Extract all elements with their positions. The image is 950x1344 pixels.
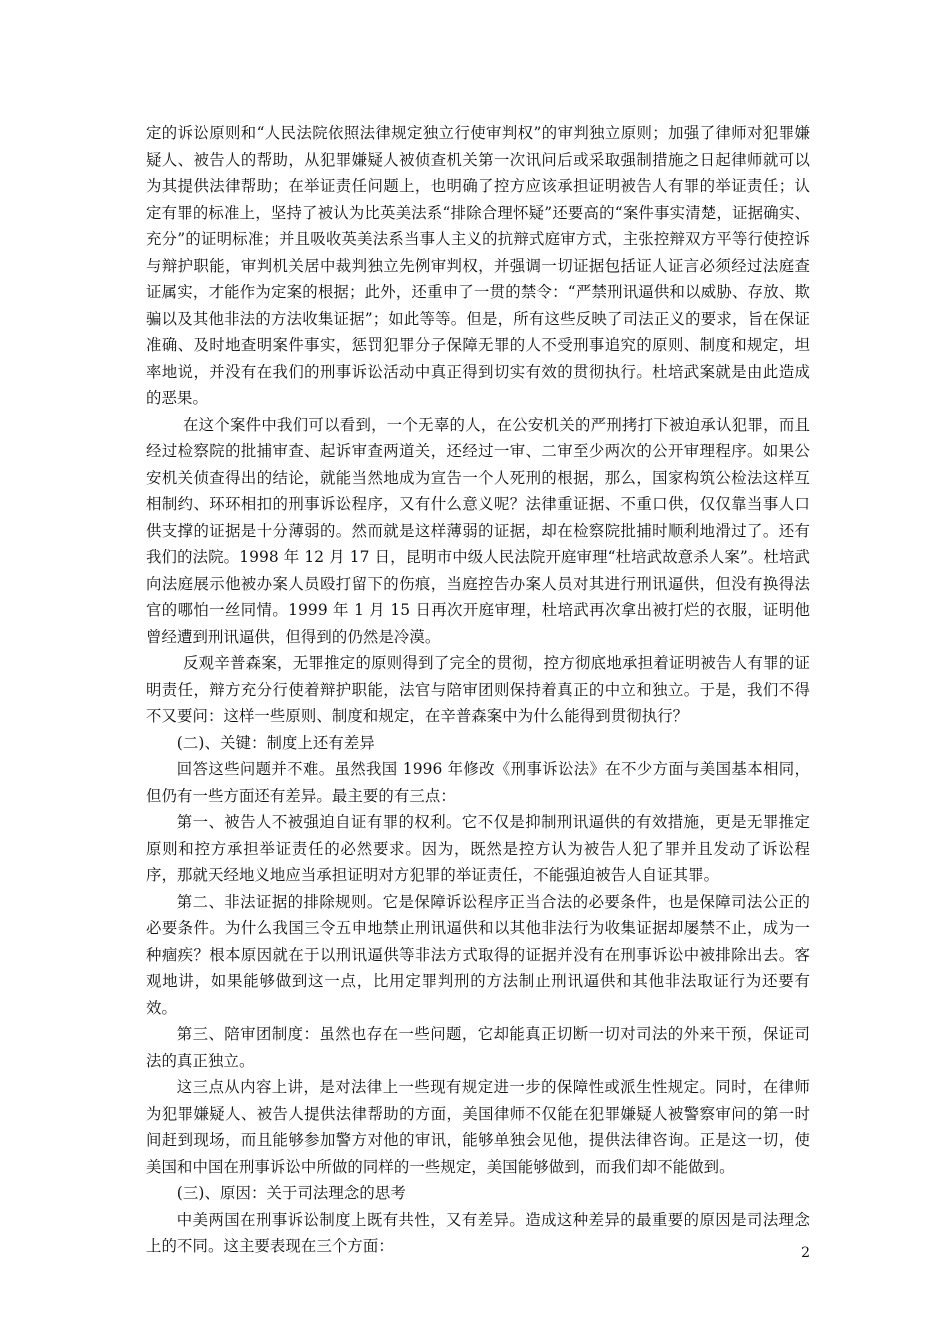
paragraph-reason-intro: 中美两国在刑事诉讼制度上既有共性，又有差异。造成这种差异的最重要的原因是司法理念上的不同。这主要表现在三个方面：: [146, 1210, 810, 1255]
body-text: [146, 120, 810, 1260]
paragraph-point-one: 第一、被告人不被强迫自证有罪的权利。它不仅是抑制刑讯逼供的有效措施，更是无罪推定原则和控方承担举证责任的必然要求。因为，既然是控方认为被告人犯了罪并且发动了诉讼程序，那就天经地义地应当承担证明对方犯罪的举证责任，不能强迫被告人自证其罪。: [146, 813, 810, 884]
paragraph-point-two: 第二、非法证据的排除规则。它是保障诉讼程序正当合法的必要条件，也是保障司法公正的必要条件。为什么我国三令五申地禁止刑讯逼供和以其他非法行为收集证据却屡禁不止，成为一种痼疾？根本原因就在于以刑讯逼供等非法方式取得的证据并没有在刑事诉讼中被排除出去。客观地讲，如果能够做到这一点，比用定罪判刑的方法制止刑讯逼供和其他非法取证行为还要有效。: [146, 892, 810, 1017]
paragraph-answer: 回答这些问题并不难。虽然我国 1996 年修改《刑事诉讼法》在不少方面与美国基本相同，但仍有一些方面还有差异。最主要的有三点：: [146, 760, 810, 805]
paragraph-simpson-case: 反观辛普森案，无罪推定的原则得到了完全的贯彻，控方彻底地承担着证明被告人有罪的证明责任，辩方充分行使着辩护职能，法官与陪审团则保持着真正的中立和独立。于是，我们不得不又要问：这样一些原则、制度和规定，在辛普森案中为什么能得到贯彻执行？: [146, 654, 810, 725]
page-number: 2: [801, 1245, 810, 1261]
section-heading-key: (二)、关键：制度上还有差异: [176, 733, 375, 752]
paragraph-continuation: 定的诉讼原则和“人民法院依照法律规定独立行使审判权”的审判独立原则；加强了律师对犯罪嫌疑人、被告人的帮助，从犯罪嫌疑人被侦查机关第一次讯问后或采取强制措施之日起律师就可以为其提供法律帮助；在举证责任问题上，也明确了控方应该承担证明被告人有罪的举证责任；认定有罪的标准上，坚持了被认为比英美法系“排除合理怀疑”还要高的“案件事实清楚，证据确实、充分”的证明标准；并且吸收英美法系当事人主义的抗辩式庭审方式，主张控辩双方平等行使控诉与辩护职能，审判机关居中裁判独立先例审判权，并强调一切证据包括证人证言必须经过法庭查证属实，才能作为定案的根据；此外，还重申了一贯的禁令：“严禁刑讯逼供和以威胁、存放、欺骗以及其他非法的方法收集证据”；如此等等。但是，所有这些反映了司法正义的要求，旨在保证准确、及时地查明案件事实，惩罚犯罪分子保障无罪的人不受刑事追究的原则、制度和规定，坦率地说，并没有在我们的刑事诉讼活动中真正得到切实有效的贯彻执行。杜培武案就是由此造成的恶果。: [146, 124, 810, 407]
paragraph-point-three: 第三、陪审团制度：虽然也存在一些问题，它却能真正切断一切对司法的外来干预，保证司法的真正独立。: [146, 1025, 810, 1070]
paragraph-du-peiwu-case: 在这个案件中我们可以看到，一个无辜的人，在公安机关的严刑拷打下被迫承认犯罪，而且经过检察院的批捕审查、起诉审查两道关，还经过一审、二审至少两次的公开审理程序。如果公安机关侦查得出的结论，就能当然地成为宣告一个人死刑的根据，那么，国家构筑公检法这样互相制约、环环相扣的刑事诉讼程序，又有什么意义呢？法律重证据、不重口供，仅仅靠当事人口供支撑的证据是十分薄弱的。然而就是这样薄弱的证据，却在检察院批捕时顺利地滑过了。还有我们的法院。1998 年 12 月 17 日，昆明市中级人民法院开庭审理“杜培武故意杀人案”。杜培武向法庭展示他被办案人员殴打留下的伤痕，当庭控告办案人员对其进行刑讯逼供，但没有换得法官的哪怕一丝同情。1999 年 1 月 15 日再次开庭审理，杜培武再次拿出被打烂的衣服，证明他曾经遭到刑讯逼供，但得到的仍然是冷漠。: [146, 415, 810, 646]
paragraph-summary: 这三点从内容上讲，是对法律上一些现有规定进一步的保障性或派生性规定。同时，在律师为犯罪嫌疑人、被告人提供法律帮助的方面，美国律师不仅能在犯罪嫌疑人被警察审问的第一时间赶到现场，而且能够参加警方对他的审讯，能够单独会见他，提供法律咨询。正是这一切，使美国和中国在刑事诉讼中所做的同样的一些规定，美国能够做到，而我们却不能做到。: [146, 1078, 810, 1176]
section-heading-reason: (三)、原因：关于司法理念的思考: [176, 1184, 406, 1202]
